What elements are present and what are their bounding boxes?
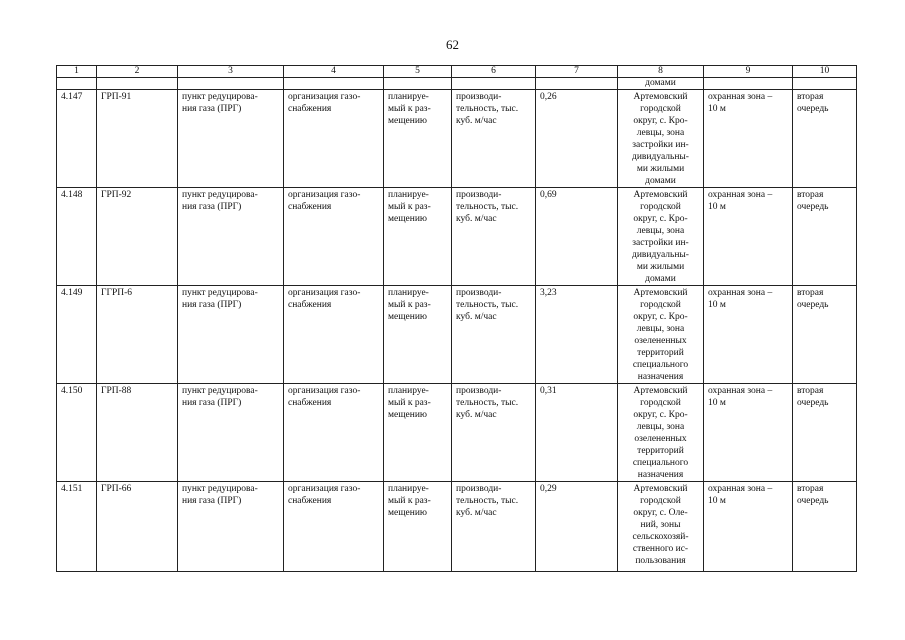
column-number: 1 <box>57 66 97 78</box>
implementation-stage: вторая очередь <box>793 482 857 572</box>
protection-zone: охранная зона – 10 м <box>704 188 793 286</box>
object-purpose: организация газо- снабжения <box>284 188 384 286</box>
object-name: ГРП-88 <box>97 384 178 482</box>
column-number: 10 <box>793 66 857 78</box>
object-location: Артемовский городской округ, с. Кро- левцы, зона озелененных территорий специального назначения <box>618 286 704 384</box>
object-type: пункт редуцирова- ния газа (ПРГ) <box>178 188 284 286</box>
object-location: Артемовский городской округ, с. Кро- левцы, зона застройки ин- дивидуальны- ми жилыми домами <box>618 188 704 286</box>
spill-over-row <box>57 78 857 90</box>
implementation-stage: вторая очередь <box>793 384 857 482</box>
protection-zone: охранная зона – 10 м <box>704 90 793 188</box>
object-status: планируе- мый к раз- мещению <box>384 384 452 482</box>
implementation-stage: вторая очередь <box>793 90 857 188</box>
document-table <box>56 65 857 572</box>
column-number: 2 <box>97 66 178 78</box>
object-parameter: производи- тельность, тыс. куб. м/час <box>452 286 536 384</box>
spill-over-text: домами <box>618 78 704 90</box>
object-parameter: производи- тельность, тыс. куб. м/час <box>452 482 536 572</box>
object-type: пункт редуцирова- ния газа (ПРГ) <box>178 286 284 384</box>
object-status: планируе- мый к раз- мещению <box>384 188 452 286</box>
column-number: 8 <box>618 66 704 78</box>
parameter-value: 0,69 <box>536 188 618 286</box>
parameter-value: 0,31 <box>536 384 618 482</box>
protection-zone: охранная зона – 10 м <box>704 482 793 572</box>
object-parameter: производи- тельность, тыс. куб. м/час <box>452 188 536 286</box>
object-type: пункт редуцирова- ния газа (ПРГ) <box>178 482 284 572</box>
protection-zone: охранная зона – 10 м <box>704 286 793 384</box>
object-purpose: организация газо- снабжения <box>284 286 384 384</box>
table-row <box>57 482 857 572</box>
column-number: 6 <box>452 66 536 78</box>
object-type: пункт редуцирова- ния газа (ПРГ) <box>178 90 284 188</box>
object-parameter: производи- тельность, тыс. куб. м/час <box>452 384 536 482</box>
object-parameter: производи- тельность, тыс. куб. м/час <box>452 90 536 188</box>
column-number: 7 <box>536 66 618 78</box>
object-location: Артемовский городской округ, с. Оле- ний, зоны сельскохозяй- ственного ис- пользования <box>618 482 704 572</box>
column-number: 3 <box>178 66 284 78</box>
protection-zone: охранная зона – 10 м <box>704 384 793 482</box>
row-number: 4.150 <box>57 384 97 482</box>
column-number: 4 <box>284 66 384 78</box>
row-number: 4.151 <box>57 482 97 572</box>
parameter-value: 0,26 <box>536 90 618 188</box>
object-status: планируе- мый к раз- мещению <box>384 286 452 384</box>
object-location: Артемовский городской округ, с. Кро- левцы, зона озелененных территорий специального назначения <box>618 384 704 482</box>
row-number: 4.147 <box>57 90 97 188</box>
object-name: ГРП-66 <box>97 482 178 572</box>
object-name: ГРП-91 <box>97 90 178 188</box>
column-number: 5 <box>384 66 452 78</box>
object-purpose: организация газо- снабжения <box>284 482 384 572</box>
object-location: Артемовский городской округ, с. Кро- левцы, зона застройки ин- дивидуальны- ми жилыми домами <box>618 90 704 188</box>
table-row <box>57 188 857 286</box>
object-name: ГРП-92 <box>97 188 178 286</box>
page-number: 62 <box>446 37 459 52</box>
parameter-value: 3,23 <box>536 286 618 384</box>
object-purpose: организация газо- снабжения <box>284 384 384 482</box>
object-name: ГГРП-6 <box>97 286 178 384</box>
object-purpose: организация газо- снабжения <box>284 90 384 188</box>
object-status: планируе- мый к раз- мещению <box>384 482 452 572</box>
table-row <box>57 90 857 188</box>
implementation-stage: вторая очередь <box>793 188 857 286</box>
row-number: 4.148 <box>57 188 97 286</box>
implementation-stage: вторая очередь <box>793 286 857 384</box>
object-type: пункт редуцирова- ния газа (ПРГ) <box>178 384 284 482</box>
row-number: 4.149 <box>57 286 97 384</box>
column-number-row <box>57 66 857 78</box>
object-status: планируе- мый к раз- мещению <box>384 90 452 188</box>
table-row <box>57 286 857 384</box>
parameter-value: 0,29 <box>536 482 618 572</box>
table-row <box>57 384 857 482</box>
column-number: 9 <box>704 66 793 78</box>
